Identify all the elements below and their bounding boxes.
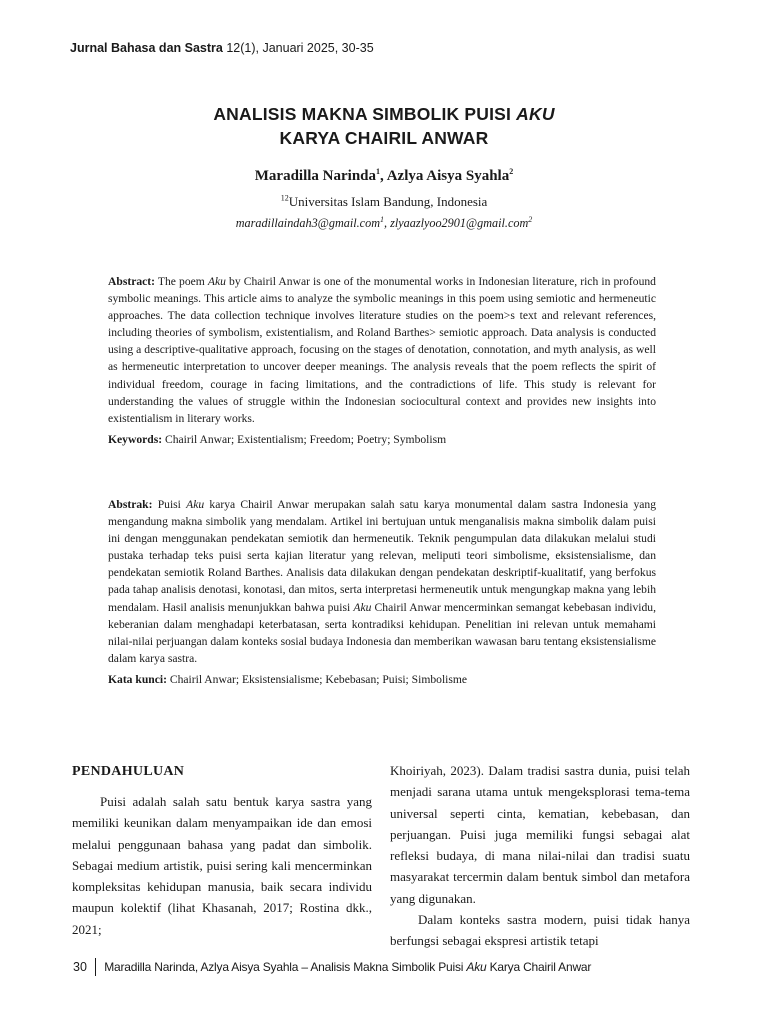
- email-1[interactable]: maradillaindah3@gmail.com: [235, 216, 380, 230]
- author-separator: ,: [380, 168, 387, 184]
- abstract-english-body: [108, 273, 656, 427]
- body-paragraph-right-1: Khoiriyah, 2023). Dalam tradisi sastra dunia, puisi telah menjadi sarana utama untuk mengeksplorasi tema-tema universal seperti cinta, kematian, kebebasan, dan perjuangan. Puisi juga memiliki fungsi sebagai alat refleksi budaya, di mana nilai-nilai dan tradisi suatu masyarakat tercermin dalam bentuk simbol dan metafora yang digunakan.: [390, 763, 690, 906]
- title-line-1-text: ANALISIS MAKNA SIMBOLIK PUISI: [213, 104, 517, 124]
- author-list: [0, 168, 768, 185]
- section-title-introduction: PENDAHULUAN: [72, 764, 185, 779]
- keywords-indonesian: [108, 671, 656, 688]
- abstract-indonesian-italic-term-1: Aku: [186, 498, 205, 511]
- body-paragraph-left: Puisi adalah salah satu bentuk karya sastra yang memiliki keunikan dalam menyampaikan ide dan emosi melalui penggunaan bahasa yang padat dan simbolik. Sebagai medium artistik, puisi sering kali mencerminkan kompleksitas kehidupan manusia, baik secara individu maupun kolektif (lihat Khasanah, 2017; Rostina dkk., 2021;: [72, 794, 372, 937]
- abstract-indonesian-text-3: Chairil Anwar mencerminkan semangat kebebasan individu, keberanian dalam menghadapi keterbatasan, serta kontradiksi kehidupan. Penelitian ini relevan untuk memahami nilai-nilai perjuangan dalam konteks sosial budaya Indonesia dan memberikan wawasan baru tentang eksistensialisme dalam karya sastra.: [108, 600, 656, 665]
- author-2: Azlya Aisya Syahla: [386, 168, 510, 184]
- email-2[interactable]: zlyaazlyoo2901@gmail.com: [390, 216, 529, 230]
- body-column-left: [72, 791, 372, 940]
- email-separator: ,: [384, 216, 391, 230]
- page-footer: [73, 957, 591, 977]
- abstract-indonesian-label: Abstrak:: [108, 498, 153, 511]
- keywords-english-list: Chairil Anwar; Existentialism; Freedom; Poetry; Symbolism: [162, 432, 447, 446]
- email-1-sup: 1: [380, 214, 384, 224]
- affiliation-text: Universitas Islam Bandung, Indonesia: [288, 194, 488, 209]
- title-line-2: KARYA CHAIRIL ANWAR: [279, 128, 489, 148]
- abstract-indonesian: [108, 496, 656, 688]
- footer-divider: [95, 958, 96, 976]
- abstract-english-text-1: The poem: [155, 275, 208, 288]
- affiliation: [0, 194, 768, 210]
- running-footer: [104, 960, 591, 974]
- keywords-indonesian-list: Chairil Anwar; Eksistensialisme; Kebebasan; Puisi; Simbolisme: [166, 672, 468, 686]
- author-emails: [0, 216, 768, 231]
- running-footer-suffix: Karya Chairil Anwar: [486, 960, 592, 974]
- keywords-indonesian-label: Kata kunci:: [108, 672, 167, 686]
- title-line-1: [0, 102, 768, 126]
- page-number: 30: [73, 960, 87, 974]
- keywords-english: [108, 431, 656, 448]
- abstract-english-label: Abstract:: [108, 275, 156, 288]
- journal-header: [70, 41, 374, 55]
- body-column-right: [390, 760, 690, 952]
- keywords-english-label: Keywords:: [108, 432, 163, 446]
- abstract-indonesian-text-2: karya Chairil Anwar merupakan salah satu karya monumental dalam sastra Indonesia yang mengandung makna simbolik yang mendalam. Artikel ini bertujuan untuk menganalisis makna simbolik dalam puisi ini dengan menggunakan pendekatan semiotik dan hermeneutik. Teknik pengumpulan data dilakukan melalui studi pustaka terhadap teks puisi serta kajian literatur yang relevan, meliputi teori simbolisme, eksistensialisme, dan pendekatan semiotik Roland Barthes. Analisis data dilakukan dengan pendekatan deskriptif-kualitatif, yang berfokus pada tahap analisis denotasi, konotasi, dan mitos, serta interpretasi hermeneutik untuk mengungkap makna yang lebih mendalam. Hasil analisis menunjukkan bahwa puisi: [108, 498, 656, 614]
- running-footer-prefix: Maradilla Narinda, Azlya Aisya Syahla – Analisis Makna Simbolik Puisi: [104, 960, 467, 974]
- affiliation-sup: 12: [280, 193, 289, 203]
- author-2-sup: 2: [509, 167, 514, 176]
- author-1-sup: 1: [376, 167, 381, 176]
- abstract-indonesian-body: [108, 496, 656, 667]
- abstract-indonesian-italic-term-2: Aku: [353, 600, 372, 614]
- title-italic-term: AKU: [516, 104, 555, 124]
- abstract-english-text-2: by Chairil Anwar is one of the monumental works in Indonesian literature, rich in profound symbolic meanings. This article aims to analyze the symbolic meanings in this poem using semiotic and hermeneutic approaches. The data collection technique involves literature studies on the poem>s text and relevant references, including theories of symbolism, existentialism, and Roland Barthes> semiotic approach. Data analysis is conducted using a descriptive-qualitative approach, focusing on the stages of denotation, connotation, and myth analysis, as well as hermeneutic interpretation to uncover deeper meanings. The analysis reveals that the poem reflects the spirit of individual freedom, courage in facing limitations, and the contradictions of life. This study is relevant for understanding the values of struggle within the Indonesian sociocultural context and provides new insights into existentialism in literary works.: [108, 275, 656, 425]
- journal-issue: 12(1), Januari 2025, 30-35: [222, 41, 374, 55]
- paper-title: [0, 102, 768, 150]
- body-paragraph-right-2: Dalam konteks sastra modern, puisi tidak hanya berfungsi sebagai ekspresi artistik tetapi: [390, 912, 690, 949]
- abstract-indonesian-text-1: Puisi: [152, 498, 187, 511]
- abstract-english-italic-term: Aku: [207, 275, 226, 288]
- author-1: Maradilla Narinda: [254, 168, 377, 184]
- abstract-english: [108, 273, 656, 448]
- running-footer-italic: Aku: [466, 960, 487, 974]
- email-2-sup: 2: [528, 214, 533, 224]
- journal-name: Jurnal Bahasa dan Sastra: [70, 41, 223, 55]
